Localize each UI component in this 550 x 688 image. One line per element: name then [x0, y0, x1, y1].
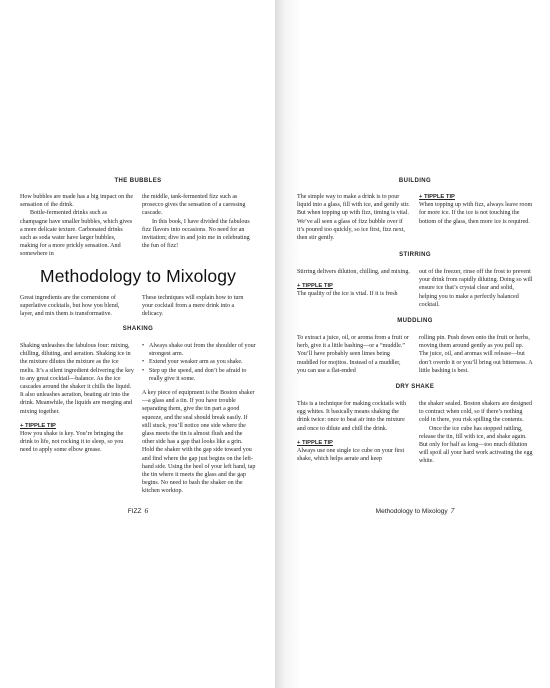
bubbles-column-1: [20, 193, 134, 259]
paragraph: Shaking unleashes the fabulous four: mixing, chilling, diluting, and aeration. Shaking ice in the mixture dilutes the mixture as the ice melts. It’s a silent ingredient delivering the key to any great cocktail—balance. As the ice cascades around the shaker it chills the liquid. It also unleashes aeration, beating air into the drink. Meanwhile, the liquids are merging and mixing together.: [20, 343, 134, 415]
paragraph: Bottle-fermented drinks such as champagne have smaller bubbles, which gives a more delicate texture. Carbonated drinks such as soda water have larger bubbles, making for a more prickly sensation. And somewhere in: [20, 210, 133, 258]
folio-left: [20, 506, 256, 515]
paragraph: To extract a juice, oil, or aroma from a fruit or herb, give it a little bashing—or a “muddle.” You’ll have probably seen limes being muddled for mojitos. Instead of a muddler, you can use a flat-ended: [297, 335, 409, 374]
section-heading-stirring: STIRRING: [399, 252, 431, 258]
tips-bullet-list: [142, 342, 256, 383]
page-number: 6: [144, 506, 149, 515]
paragraph: How bubbles are made has a big impact on the sensation of the drink.: [20, 194, 134, 209]
paragraph: Always use one single ice cube on your first shake, which helps aerate and keep: [297, 448, 405, 463]
paragraph: Stirring delivers dilution, chilling, and mixing.: [297, 269, 410, 275]
list-item: • Step up the speed, and don’t be afraid to really give it some.: [149, 367, 256, 383]
paragraph: These techniques will explain how to turn your cocktail from a mere drink into a delicacy.: [142, 295, 244, 318]
paragraph: rolling pin. Push down onto the fruit or herbs, moving them around gently as you pull up. The juice, oil, and aromas will release—but don’t overdo it or you’ll bring out bitterness. A little bashing is best.: [419, 335, 533, 374]
shaking-column-1: [20, 342, 134, 455]
list-item: • Always shake out from the shoulder of your strongest arm.: [149, 342, 256, 358]
muddling-column-1: [297, 334, 411, 375]
list-item: • Extend your weaker arm as you shake.: [149, 358, 256, 366]
paragraph: the shaker sealed. Boston shakers are designed to contract when cold, so if there’s nothing cold in there, you risk spilling the contents.: [419, 401, 533, 424]
section-heading-dry-shake: DRY SHAKE: [395, 384, 435, 390]
section-heading-building: BUILDING: [398, 178, 432, 184]
folio-right: [297, 506, 533, 515]
paragraph: How you shake is key. You’re bringing the drink to life, not rocking it to sleep, so you need to apply some elbow grease.: [20, 431, 124, 454]
tipple-tip-label: + TIPPLE TIP: [297, 439, 333, 446]
dry-shake-column-1: [297, 400, 411, 463]
tipple-tip-label: + TIPPLE TIP: [20, 422, 56, 429]
intro-column-1: [20, 294, 134, 319]
paragraph: Once the ice cube has stopped rattling, release the tin, fill with ice, and shake again. But only for half as long—too much dilution will spoil all your hard work activating the egg white.: [419, 425, 533, 465]
paragraph: The quality of the ice is vital. If it is fresh: [297, 291, 398, 298]
section-heading-muddling: MUDDLING: [397, 318, 433, 324]
tipple-tip-label: + TIPPLE TIP: [419, 194, 455, 200]
paragraph: The simple way to make a drink is to pour liquid into a glass, fill with ice, and gently stir. But when topping up with fizz, timing is vital. We’ve all seen a glass of fizz bubble over if it’s poured too quickly, so ice first, fizz next, then stir gently.: [297, 194, 410, 242]
tipple-tip-label: + TIPPLE TIP: [297, 283, 333, 290]
section-heading-shaking: SHAKING: [122, 326, 154, 332]
building-column-1: [297, 193, 411, 242]
shaking-column-2: [142, 342, 256, 496]
right-page: [275, 0, 550, 688]
paragraph: When topping up with fizz, always leave room for more ice. If the ice is not touching the bottom of the glass, then more ice is required.: [419, 202, 533, 225]
paragraph: In this book, I have divided the fabulous fizz flavors into occasions. No need for an invitation; dive in and join me in celebrating the fun of fizz!: [142, 218, 250, 250]
bubbles-column-2: [142, 193, 256, 250]
dry-shake-column-2: [419, 400, 533, 466]
paragraph: A key piece of equipment is the Boston shaker—a glass and a tin. If you have trouble separating them, give the tin part a good squeeze, and the seal should break easily. If still stuck, you’ll notice one side where the glass meets the tin is almost flush and the other side has a gap that looks like a grin. Hold the shaker with the gap side toward you and find where the gap just begins on the left-hand side. Using the heel of your left hand, tap the tin where it meets the glass and the gap begins. No need to bash the shaker on the kitchen worktop.: [142, 390, 256, 495]
paragraph: This is a technique for making cocktails with egg whites. It basically means shaking the drink twice: once to beat air into the mixture and once to dilute and chill the drink.: [297, 401, 406, 432]
paragraph: out of the freezer, rinse off the frost to prevent your drink from rapidly diluting. Doing so will ensure ice that’s crystal clear and solid, helping you to make a perfectly balanced cocktail.: [419, 269, 533, 308]
running-footer: Methodology to Mixology: [375, 508, 448, 515]
paragraph: the middle, tank-fermented fizz such as prosecco gives the sensation of a caressing cascade.: [142, 194, 246, 217]
section-heading-bubbles: THE BUBBLES: [114, 178, 162, 184]
muddling-column-2: [419, 334, 533, 375]
paragraph: Great ingredients are the cornerstone of superlative cocktails, but how you blend, layer, and mix them is transformative.: [20, 295, 120, 318]
intro-column-2: [142, 294, 256, 319]
building-column-2: [419, 193, 533, 226]
stirring-column-1: [297, 268, 411, 299]
running-footer: FIZZ: [127, 508, 142, 515]
stirring-column-2: [419, 268, 533, 309]
chapter-title: Methodology to Mixology: [40, 266, 236, 286]
page-number: 7: [450, 506, 455, 515]
